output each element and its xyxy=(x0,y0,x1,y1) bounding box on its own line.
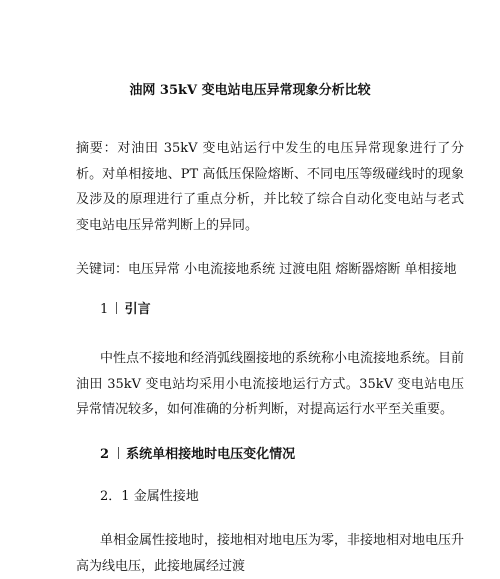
section-2-number: 2 xyxy=(100,447,110,462)
subsection-2-1-heading xyxy=(100,488,199,506)
section-1-heading xyxy=(100,301,151,319)
section-2-body: 单相金属性接地时，接地相对地电压为零，非接地相对地电压升高为线电压，此接地属经过渡 xyxy=(76,533,465,574)
heading-separator xyxy=(116,302,117,314)
section-1-title: 引言 xyxy=(124,302,151,317)
subsection-2-1-title: 金属性接地 xyxy=(133,489,199,504)
subsection-2-1-number: 2．1 xyxy=(100,489,130,504)
section-1-number: 1 xyxy=(100,302,109,317)
heading-separator xyxy=(118,447,119,459)
section-2-title: 系统单相接地时电压变化情况 xyxy=(126,447,296,462)
document-title: 油网 35kV 变电站电压异常现象分析比较 xyxy=(129,83,371,98)
keywords-line: 关键词：电压异常 小电流接地系统 过渡电阻 熔断器熔断 单相接地 xyxy=(76,262,457,277)
abstract-paragraph: 摘要：对油田 35kV 变电站运行中发生的电压异常现象进行了分析。对单相接地、PT 高低压保险熔断、不同电压等级碰线时的现象及涉及的原理进行了重点分析，并比较了综合自动化变电站与老式变电站电压异常判断上的异同。 xyxy=(76,141,464,233)
section-1-body: 中性点不接地和经消弧线圈接地的系统称小电流接地系统。目前油田 35kV 变电站均采用小电流接地运行方式。35kV 变电站电压异常情况较多，如何准确的分析判断，对提高运行水平至关重要。 xyxy=(76,351,465,417)
section-2-heading xyxy=(100,446,295,464)
